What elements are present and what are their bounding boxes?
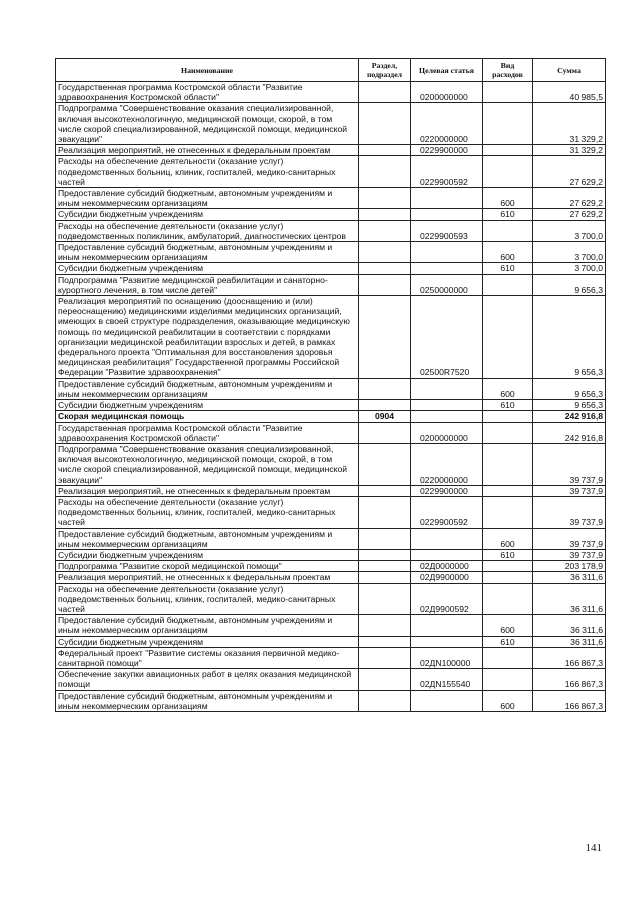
cell-section bbox=[359, 378, 411, 399]
cell-section bbox=[359, 82, 411, 103]
cell-name: Предоставление субсидий бюджетным, автономным учреждениям и иным некоммерческим организациям bbox=[56, 188, 359, 209]
table-row bbox=[56, 485, 606, 496]
table-row bbox=[56, 188, 606, 209]
cell-section bbox=[359, 400, 411, 411]
cell-type: 600 bbox=[483, 188, 533, 209]
cell-target bbox=[411, 188, 483, 209]
cell-section bbox=[359, 274, 411, 295]
cell-sum: 36 311,6 bbox=[533, 583, 606, 615]
cell-section bbox=[359, 636, 411, 647]
cell-target bbox=[411, 528, 483, 549]
table-row bbox=[56, 528, 606, 549]
cell-sum: 31 329,2 bbox=[533, 145, 606, 156]
cell-name: Предоставление субсидий бюджетным, автономным учреждениям и иным некоммерческим организациям bbox=[56, 242, 359, 263]
table-row bbox=[56, 209, 606, 220]
cell-sum: 27 629,2 bbox=[533, 209, 606, 220]
table-row bbox=[56, 263, 606, 274]
table-row bbox=[56, 378, 606, 399]
cell-target bbox=[411, 209, 483, 220]
cell-type: 610 bbox=[483, 636, 533, 647]
cell-section bbox=[359, 103, 411, 145]
cell-sum: 3 700,0 bbox=[533, 242, 606, 263]
cell-name: Предоставление субсидий бюджетным, автономным учреждениям и иным некоммерческим организациям bbox=[56, 690, 359, 711]
header-sum: Сумма bbox=[533, 59, 606, 82]
cell-name: Субсидии бюджетным учреждениям bbox=[56, 636, 359, 647]
cell-target bbox=[411, 263, 483, 274]
cell-target bbox=[411, 615, 483, 636]
cell-type bbox=[483, 411, 533, 422]
cell-sum: 39 737,9 bbox=[533, 528, 606, 549]
table-row bbox=[56, 561, 606, 572]
cell-sum: 166 867,3 bbox=[533, 690, 606, 711]
cell-name: Реализация мероприятий, не отнесенных к федеральным проектам bbox=[56, 572, 359, 583]
cell-sum: 39 737,9 bbox=[533, 485, 606, 496]
table-row bbox=[56, 296, 606, 379]
cell-target: 0229900592 bbox=[411, 156, 483, 188]
cell-name: Скорая медицинская помощь bbox=[56, 411, 359, 422]
cell-section bbox=[359, 296, 411, 379]
table-row bbox=[56, 583, 606, 615]
cell-type bbox=[483, 103, 533, 145]
cell-target: 0229900592 bbox=[411, 496, 483, 528]
table-body bbox=[56, 82, 606, 712]
cell-name: Расходы на обеспечение деятельности (оказание услуг) подведомственных поликлиник, амбулаторий, диагностических центров bbox=[56, 220, 359, 241]
cell-type bbox=[483, 156, 533, 188]
cell-type bbox=[483, 572, 533, 583]
cell-sum: 36 311,6 bbox=[533, 636, 606, 647]
cell-sum: 39 737,9 bbox=[533, 496, 606, 528]
cell-type bbox=[483, 220, 533, 241]
cell-type: 600 bbox=[483, 242, 533, 263]
cell-section bbox=[359, 561, 411, 572]
header-type: Вид расходов bbox=[483, 59, 533, 82]
cell-target: 0250000000 bbox=[411, 274, 483, 295]
header-target: Целевая статья bbox=[411, 59, 483, 82]
cell-type: 610 bbox=[483, 209, 533, 220]
cell-name: Субсидии бюджетным учреждениям bbox=[56, 549, 359, 560]
cell-sum: 40 985,5 bbox=[533, 82, 606, 103]
cell-type: 610 bbox=[483, 549, 533, 560]
cell-sum: 242 916,8 bbox=[533, 422, 606, 443]
budget-document-page bbox=[55, 58, 605, 712]
cell-section: 0904 bbox=[359, 411, 411, 422]
table-row bbox=[56, 690, 606, 711]
cell-name: Расходы на обеспечение деятельности (оказание услуг) подведомственных больниц, клиник, госпиталей, медико-санитарных частей bbox=[56, 496, 359, 528]
cell-sum: 36 311,6 bbox=[533, 615, 606, 636]
cell-type bbox=[483, 496, 533, 528]
cell-type bbox=[483, 647, 533, 668]
cell-target: 02500R7520 bbox=[411, 296, 483, 379]
cell-name: Субсидии бюджетным учреждениям bbox=[56, 263, 359, 274]
page-number: 141 bbox=[585, 842, 602, 854]
cell-sum: 9 656,3 bbox=[533, 378, 606, 399]
cell-sum: 36 311,6 bbox=[533, 572, 606, 583]
cell-type: 610 bbox=[483, 263, 533, 274]
table-row bbox=[56, 496, 606, 528]
table-row bbox=[56, 647, 606, 668]
cell-target bbox=[411, 690, 483, 711]
cell-name: Подпрограмма "Совершенствование оказания специализированной, включая высокотехнологичную, медицинской помощи, скорой, в том числе скорой специализированной, медицинской помощи, медицинской эвакуации" bbox=[56, 443, 359, 485]
table-row bbox=[56, 220, 606, 241]
cell-target: 02ДN100000 bbox=[411, 647, 483, 668]
cell-target: 0229900000 bbox=[411, 485, 483, 496]
cell-type: 600 bbox=[483, 615, 533, 636]
cell-target: 0229900593 bbox=[411, 220, 483, 241]
table-row bbox=[56, 443, 606, 485]
cell-section bbox=[359, 669, 411, 690]
cell-sum: 9 656,3 bbox=[533, 400, 606, 411]
cell-type bbox=[483, 669, 533, 690]
table-row bbox=[56, 103, 606, 145]
cell-name: Реализация мероприятий, не отнесенных к федеральным проектам bbox=[56, 145, 359, 156]
cell-type bbox=[483, 274, 533, 295]
cell-target: 02Д0000000 bbox=[411, 561, 483, 572]
header-section: Раздел, подраздел bbox=[359, 59, 411, 82]
cell-name: Обеспечение закупки авиационных работ в целях оказания медицинской помощи bbox=[56, 669, 359, 690]
cell-target: 02Д9900592 bbox=[411, 583, 483, 615]
cell-sum: 9 656,3 bbox=[533, 296, 606, 379]
table-row bbox=[56, 145, 606, 156]
cell-type bbox=[483, 443, 533, 485]
cell-type: 600 bbox=[483, 690, 533, 711]
cell-name: Предоставление субсидий бюджетным, автономным учреждениям и иным некоммерческим организациям bbox=[56, 615, 359, 636]
table-row bbox=[56, 636, 606, 647]
cell-sum: 39 737,9 bbox=[533, 443, 606, 485]
cell-target: 0229900000 bbox=[411, 145, 483, 156]
cell-name: Подпрограмма "Совершенствование оказания специализированной, включая высокотехнологичную, медицинской помощи, скорой, в том числе скорой специализированной, медицинской помощи, медицинской эвакуации" bbox=[56, 103, 359, 145]
cell-name: Субсидии бюджетным учреждениям bbox=[56, 209, 359, 220]
cell-section bbox=[359, 647, 411, 668]
table-row bbox=[56, 669, 606, 690]
cell-target: 02Д9900000 bbox=[411, 572, 483, 583]
cell-section bbox=[359, 496, 411, 528]
cell-section bbox=[359, 145, 411, 156]
cell-type: 600 bbox=[483, 528, 533, 549]
cell-target: 0200000000 bbox=[411, 422, 483, 443]
header-name: Наименование bbox=[56, 59, 359, 82]
cell-section bbox=[359, 188, 411, 209]
cell-target bbox=[411, 242, 483, 263]
cell-name: Подпрограмма "Развитие скорой медицинской помощи" bbox=[56, 561, 359, 572]
cell-section bbox=[359, 443, 411, 485]
cell-name: Расходы на обеспечение деятельности (оказание услуг) подведомственных больниц, клиник, госпиталей, медико-санитарных частей bbox=[56, 583, 359, 615]
cell-type bbox=[483, 145, 533, 156]
cell-target bbox=[411, 636, 483, 647]
budget-table bbox=[55, 58, 606, 712]
cell-section bbox=[359, 690, 411, 711]
cell-name: Субсидии бюджетным учреждениям bbox=[56, 400, 359, 411]
cell-type bbox=[483, 485, 533, 496]
cell-target: 0220000000 bbox=[411, 443, 483, 485]
cell-sum: 203 178,9 bbox=[533, 561, 606, 572]
cell-target bbox=[411, 549, 483, 560]
cell-type bbox=[483, 561, 533, 572]
cell-name: Реализация мероприятий, не отнесенных к федеральным проектам bbox=[56, 485, 359, 496]
cell-type bbox=[483, 82, 533, 103]
cell-section bbox=[359, 572, 411, 583]
cell-name: Государственная программа Костромской области "Развитие здравоохранения Костромской области" bbox=[56, 422, 359, 443]
cell-section bbox=[359, 485, 411, 496]
cell-type: 600 bbox=[483, 378, 533, 399]
table-row bbox=[56, 156, 606, 188]
cell-section bbox=[359, 209, 411, 220]
cell-section bbox=[359, 583, 411, 615]
table-row bbox=[56, 82, 606, 103]
cell-section bbox=[359, 263, 411, 274]
cell-sum: 3 700,0 bbox=[533, 220, 606, 241]
table-row bbox=[56, 400, 606, 411]
table-row bbox=[56, 572, 606, 583]
cell-sum: 27 629,2 bbox=[533, 188, 606, 209]
cell-section bbox=[359, 220, 411, 241]
cell-name: Государственная программа Костромской области "Развитие здравоохранения Костромской области" bbox=[56, 82, 359, 103]
cell-sum: 39 737,9 bbox=[533, 549, 606, 560]
cell-section bbox=[359, 156, 411, 188]
cell-sum: 27 629,2 bbox=[533, 156, 606, 188]
table-row bbox=[56, 274, 606, 295]
cell-section bbox=[359, 528, 411, 549]
cell-sum: 166 867,3 bbox=[533, 647, 606, 668]
cell-type bbox=[483, 296, 533, 379]
cell-type: 610 bbox=[483, 400, 533, 411]
cell-target bbox=[411, 411, 483, 422]
cell-target: 0220000000 bbox=[411, 103, 483, 145]
cell-target bbox=[411, 400, 483, 411]
cell-sum: 166 867,3 bbox=[533, 669, 606, 690]
cell-target: 02ДN155540 bbox=[411, 669, 483, 690]
cell-name: Реализация мероприятий по оснащению (дооснащению и (или) переоснащению) медицинскими изделиями медицинских организаций, имеющих в своей структуре подразделения, оказывающие медицинскую помощь по медицинской реабилитации в соответствии с порядками организации медицинской реабилитации взрослых и детей, в рамках федерального проекта "Оптимальная для восстановления здоровья медицинская реабилитация" Государственной программы Российской Федерации "Развитие здравоохранения" bbox=[56, 296, 359, 379]
cell-sum: 31 329,2 bbox=[533, 103, 606, 145]
cell-name: Предоставление субсидий бюджетным, автономным учреждениям и иным некоммерческим организациям bbox=[56, 378, 359, 399]
table-row bbox=[56, 422, 606, 443]
table-row bbox=[56, 242, 606, 263]
cell-name: Предоставление субсидий бюджетным, автономным учреждениям и иным некоммерческим организациям bbox=[56, 528, 359, 549]
cell-section bbox=[359, 422, 411, 443]
cell-section bbox=[359, 549, 411, 560]
cell-section bbox=[359, 242, 411, 263]
cell-name: Расходы на обеспечение деятельности (оказание услуг) подведомственных больниц, клиник, госпиталей, медико-санитарных частей bbox=[56, 156, 359, 188]
cell-type bbox=[483, 583, 533, 615]
cell-section bbox=[359, 615, 411, 636]
table-header-row bbox=[56, 59, 606, 82]
cell-name: Федеральный проект "Развитие системы оказания первичной медико-санитарной помощи" bbox=[56, 647, 359, 668]
cell-sum: 242 916,8 bbox=[533, 411, 606, 422]
cell-name: Подпрограмма "Развитие медицинской реабилитации и санаторно-курортного лечения, в том числе детей" bbox=[56, 274, 359, 295]
table-row bbox=[56, 549, 606, 560]
cell-target: 0200000000 bbox=[411, 82, 483, 103]
cell-sum: 3 700,0 bbox=[533, 263, 606, 274]
cell-sum: 9 656,3 bbox=[533, 274, 606, 295]
cell-target bbox=[411, 378, 483, 399]
table-row bbox=[56, 411, 606, 422]
table-row bbox=[56, 615, 606, 636]
cell-type bbox=[483, 422, 533, 443]
